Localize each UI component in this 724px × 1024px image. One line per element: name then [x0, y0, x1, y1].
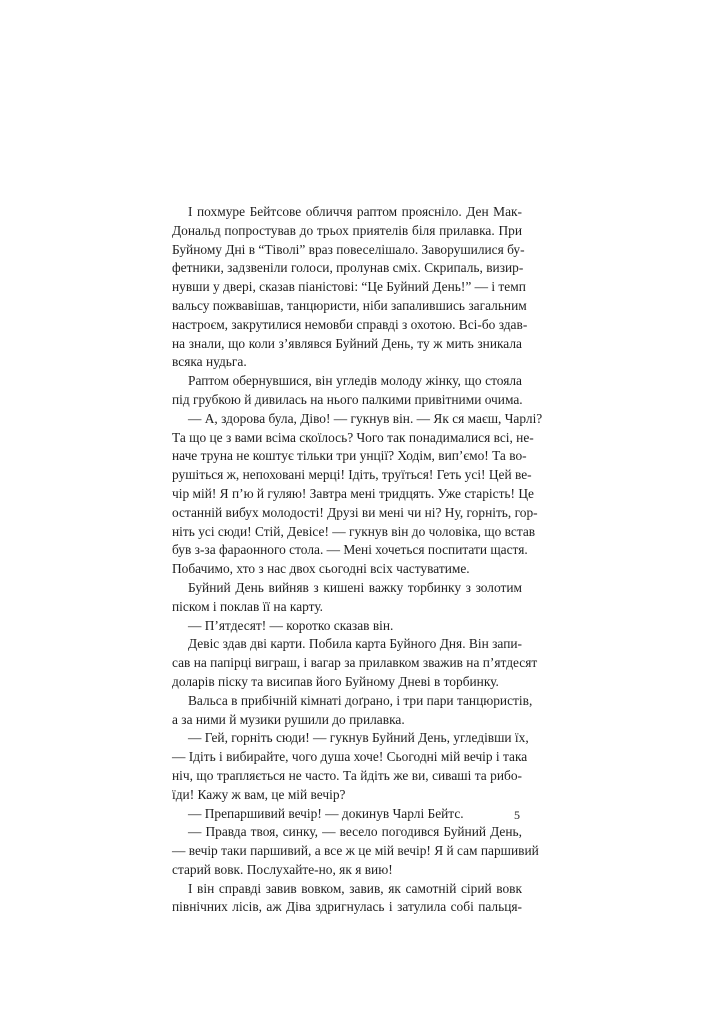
text-line: І він справді завив вовком, завив, як самотній сірий вовк: [188, 880, 522, 896]
text-line: старий вовк. Послухайте-но, як я вию!: [172, 861, 393, 877]
text-line: — П’ятдесят! — коротко сказав він.: [188, 617, 394, 633]
page-number: 5: [514, 808, 520, 822]
text-line: Девіс здав дві карти. Побила карта Буйного Дня. Він запи-: [188, 636, 522, 652]
text-line: настроєм, закрутилися немовби справді з охотою. Всі-бо здав-: [172, 316, 528, 332]
text-line: останній вибух молодості! Друзі ви мені чи ні? Ну, горніть, гор-: [172, 504, 538, 520]
text-line: фетники, задзвеніли голоси, пролунав сміх. Скрипаль, визир-: [172, 260, 524, 276]
text-line: Буйному Дні в “Тіволі” враз повеселішало. Заворушилися бу-: [172, 241, 525, 257]
text-line: на знали, що коли з’являвся Буйний День, ту ж мить зникала: [172, 335, 522, 351]
text-line: — вечір таки паршивий, а все ж це мій вечір! Я й сам паршивий: [172, 843, 539, 859]
text-line: Дональд попростував до трьох приятелів біля прилавка. При: [172, 222, 522, 238]
text-line: Побачимо, хто з нас двох сьогодні всіх частуватиме.: [172, 561, 470, 577]
text-line: — А, здорова була, Діво! — гукнув він. — Як ся маєш, Чарлі?: [188, 410, 543, 426]
text-line: — Ідіть і вибирайте, чого душа хоче! Сьогодні мій вечір і така: [172, 749, 528, 765]
text-line: північних лісів, аж Діва здригнулась і затулила собі пальця-: [172, 899, 522, 915]
text-line: вальсу пожвавішав, танцюристи, ніби запалившись загальним: [172, 297, 527, 313]
text-line: ніч, що трапляється не часто. Та йдіть же ви, сиваші та рибо-: [172, 767, 522, 783]
text-line: Раптом обернувшися, він угледів молоду жінку, що стояла: [188, 373, 522, 389]
text-line: доларів піску та висипав його Буйному Дневі в торбинку.: [172, 673, 499, 689]
text-line: піском і поклав її на карту.: [172, 598, 324, 614]
text-line: був з-за фараонного стола. — Мені хочеться поспитати щастя.: [172, 542, 528, 558]
text-line: Та що це з вами всіма скоїлось? Чого так понадималися всі, не-: [172, 429, 534, 445]
text-line: рушіться ж, непоховані мерці! Ідіть, труїться! Геть усі! Цей ве-: [172, 467, 532, 483]
text-line: а за ними й музики рушили до прилавка.: [172, 711, 405, 727]
text-line: І похмуре Бейтсове обличчя раптом прояснілo. Ден Мак-: [188, 204, 522, 219]
text-line: ніть усі сюди! Стій, Девісе! — гукнув він до чоловіка, що встав: [172, 523, 536, 539]
text-line: — Гей, горніть сюди! — гукнув Буйний День, угледівши їх,: [188, 730, 529, 746]
text-line: наче труна не коштує тільки три унції? Ходім, вип’ємо! Та во-: [172, 448, 527, 464]
text-line: — Правда твоя, синку, — весело погодився Буйний День,: [188, 824, 522, 840]
text-line: сав на папірці виграш, і вагар за прилавком зважив на п’ятдесят: [172, 655, 538, 671]
text-line: під грубкою й дивилась на нього палкими привітними очима.: [172, 391, 523, 407]
text-line: чір мій! Я п’ю й гуляю! Завтра мені тридцять. Уже старість! Це: [172, 485, 534, 501]
text-line: всяка нудьга.: [172, 354, 247, 370]
text-line: — Препаршивий вечір! — докинув Чарлі Бейтс.: [188, 805, 464, 821]
text-line: нувши у двері, сказав піаністові: “Це Буйний День!” — і темп: [172, 279, 526, 295]
page-body-text: [172, 203, 543, 917]
text-line: Вальса в прибічній кімнаті доґрано, і три пари танцюристів,: [188, 692, 533, 708]
text-line: Буйний День вийняв з кишені важку торбинку з золотим: [188, 579, 522, 595]
text-line: їди! Кажу ж вам, це мій вечір?: [172, 786, 346, 802]
